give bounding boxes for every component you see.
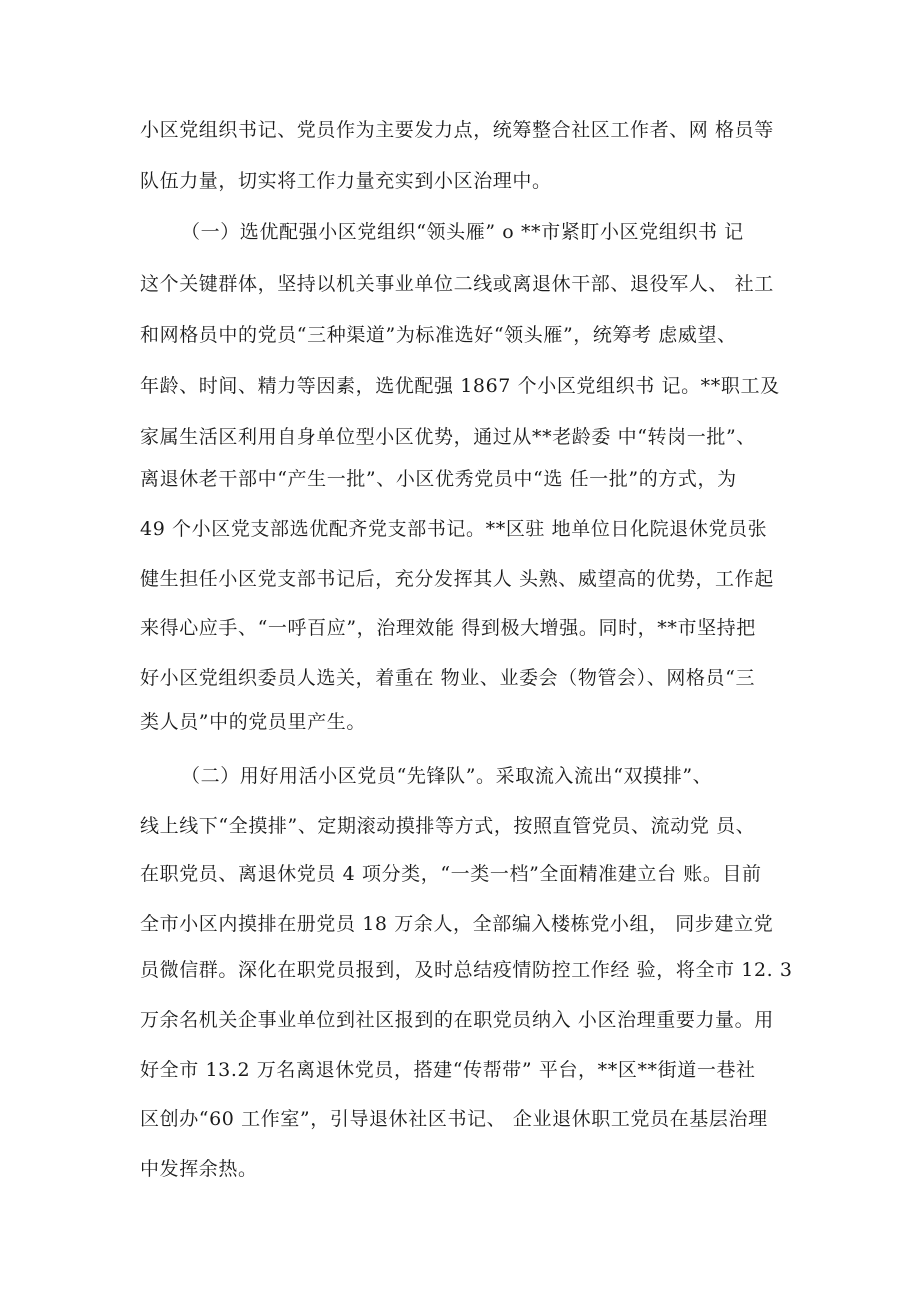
paragraph-line: 员微信群。深化在职党员报到，及时总结疫情防控工作经 验，将全市 12. 3 [140, 959, 793, 981]
paragraph-line: 线上线下“全摸排”、定期滚动摸排等方式，按照直管党员、流动党 员、 [140, 815, 756, 837]
paragraph-line: 好小区党组织委员人选关，着重在 物业、业委会（物管会）、网格员“三 [140, 667, 756, 689]
paragraph-line: 在职党员、离退休党员 4 项分类，“一类一档”全面精准建立台 账。目前 [140, 863, 762, 885]
paragraph-line: 中发挥余热。 [140, 1158, 258, 1180]
paragraph-line: 家属生活区利用自身单位型小区优势，通过从**老龄委 中“转岗一批”、 [140, 426, 756, 448]
paragraph-line: 和网格员中的党员“三种渠道”为标准选好“领头雁”，统筹考 虑威望、 [140, 324, 737, 346]
paragraph-line: 区创办“60 工作室”，引导退休社区书记、 企业退休职工党员在基层治理 [140, 1108, 768, 1130]
paragraph-line: 万余名机关企事业单位到社区报到的在职党员纳入 小区治理重要力量。用 [140, 1009, 774, 1031]
section-2-heading-line: （二）用好用活小区党员“先锋队”。采取流入流出“双摸排”、 [181, 765, 713, 787]
paragraph-line: 全市小区内摸排在册党员 18 万余人，全部编入楼栋党小组， 同步建立党 [140, 913, 774, 935]
paragraph-line: 小区党组织书记、党员作为主要发力点，统筹整合社区工作者、网 格员等 [140, 119, 774, 141]
paragraph-line: 年龄、时间、精力等因素，选优配强 1867 个小区党组织书 记。**职工及 [140, 375, 780, 397]
paragraph-line: 离退休老干部中“产生一批”、小区优秀党员中“选 任一批”的方式，为 [140, 468, 737, 490]
paragraph-line: 49 个小区党支部选优配齐党支部书记。**区驻 地单位日化院退休党员张 [140, 518, 768, 540]
paragraph-line: 队伍力量，切实将工作力量充实到小区治理中。 [140, 170, 552, 192]
paragraph-line: 这个关键群体，坚持以机关事业单位二线或离退休干部、退役军人、 社工 [140, 273, 774, 295]
section-1-heading-line: （一）选优配强小区党组织“领头雁” o **市紧盯小区党组织书 记 [181, 221, 744, 243]
paragraph-line: 好全市 13.2 万名离退休党员，搭建“传帮带” 平台，**区**街道一巷社 [140, 1059, 756, 1081]
paragraph-line: 来得心应手、“一呼百应”，治理效能 得到极大增强。同时，**市坚持把 [140, 617, 756, 639]
paragraph-line: 类人员”中的党员里产生。 [140, 711, 366, 733]
paragraph-line: 健生担任小区党支部书记后，充分发挥其人 头熟、威望高的优势，工作起 [140, 568, 774, 590]
